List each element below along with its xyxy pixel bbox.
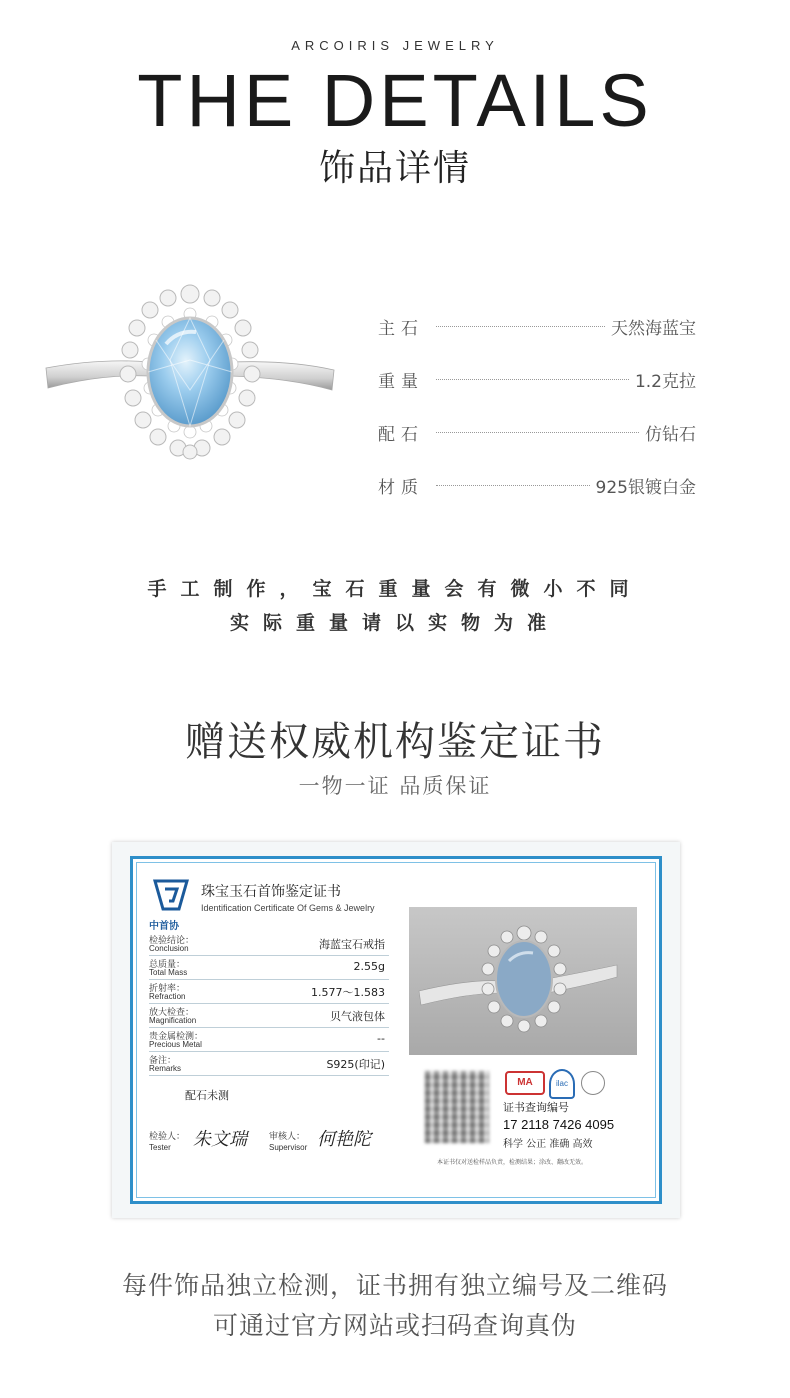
ilac-badge: ilac <box>549 1069 575 1099</box>
certificate-card <box>112 842 680 1218</box>
cert-row-magnification <box>149 1005 389 1028</box>
cert-row-label: 总质量： <box>149 960 186 970</box>
spec-row-side-stone <box>378 406 696 459</box>
spec-key: 重量 <box>378 372 424 392</box>
spec-leader-dots <box>436 485 590 486</box>
cert-row-label: 折射率： <box>149 984 186 994</box>
spec-table <box>378 300 696 512</box>
cert-row-remarks <box>149 1053 389 1076</box>
spec-row-material <box>378 459 696 512</box>
blurred-qr-code <box>425 1071 489 1143</box>
cert-row-total-mass <box>149 957 389 980</box>
spec-value: 925银镀白金 <box>595 478 696 498</box>
cert-row-label: 贵金属检测： <box>149 1032 204 1042</box>
certificate-heading: 珠宝玉石首饰鉴定证书 <box>201 884 341 900</box>
association-logo-icon <box>151 875 191 915</box>
footer-line-2: 可通过官方网站或扫码查询真伪 <box>212 1311 577 1340</box>
cert-row-precious-metal <box>149 1029 389 1052</box>
certificate-query-number: 17 2118 7426 4095 <box>503 1117 615 1132</box>
weight-notice: 实际重量请以实物为准 <box>229 612 560 634</box>
supervisor-label-en: Supervisor <box>269 1143 308 1152</box>
spec-key: 主石 <box>378 319 424 339</box>
cert-row-refraction <box>149 981 389 1004</box>
certificate-ring-photo <box>409 907 637 1055</box>
certificate-fine-print: 本证书仅对送检样品负责，检测结果；涂改、翻改无效。 <box>437 1159 588 1166</box>
cert-row-label-en: Precious Metal <box>149 1040 202 1049</box>
spec-value: 仿钻石 <box>645 425 696 445</box>
cert-row-label: 备注： <box>149 1056 177 1066</box>
spec-key: 材质 <box>378 478 424 498</box>
tester-signature: 朱文瑞 <box>193 1129 247 1150</box>
page-subtitle: 饰品详情 <box>318 148 471 189</box>
handmade-notice: 手工制作，宝石重量会有微小不同 <box>147 578 643 600</box>
spec-leader-dots <box>436 326 605 327</box>
certificate-motto: 科学 公正 准确 高效 <box>503 1139 593 1150</box>
cert-row-value: 1.577～1.583 <box>311 986 385 999</box>
cert-row-label-en: Magnification <box>149 1016 197 1025</box>
footer-line-1: 每件饰品独立检测，证书拥有独立编号及二维码 <box>121 1271 668 1300</box>
spec-value: 天然海蓝宝 <box>611 319 696 339</box>
spec-row-main-stone <box>378 300 696 353</box>
cert-row-value: 贝气液包体 <box>330 1010 385 1023</box>
cert-row-value: 海蓝宝石戒指 <box>319 938 385 951</box>
association-logo-text: 中首协 <box>149 921 179 932</box>
cert-row-value: S925(印记) <box>326 1058 385 1071</box>
supervisor-label: 审核人： <box>269 1132 306 1142</box>
cert-row-label: 放大检查： <box>149 1008 195 1018</box>
certificate-frame <box>130 856 662 1204</box>
cert-row-value: 2.55g <box>353 960 385 973</box>
spec-key: 配石 <box>378 425 424 445</box>
cert-row-label-en: Conclusion <box>149 944 189 953</box>
spec-value: 1.2克拉 <box>634 372 696 392</box>
ring-image <box>40 270 340 490</box>
cert-row-label-en: Total Mass <box>149 968 188 977</box>
cert-row-label-en: Remarks <box>149 1064 182 1073</box>
page-title: THE DETAILS <box>137 59 653 142</box>
cert-row-value: -- <box>377 1032 385 1045</box>
supervisor-signature: 何艳陀 <box>317 1129 371 1150</box>
cert-remark-extra: 配石未测 <box>185 1089 229 1102</box>
spec-leader-dots <box>436 379 629 380</box>
spec-row-weight <box>378 353 696 406</box>
spec-leader-dots <box>436 432 639 433</box>
tester-label: 检验人： <box>149 1132 186 1142</box>
cma-badge: MA <box>505 1071 545 1095</box>
brand-name: ARCOIRIS JEWELRY <box>291 38 499 53</box>
certificate-section-title: 赠送权威机构鉴定证书 <box>185 719 605 765</box>
tester-label-en: Tester <box>149 1143 171 1152</box>
accreditation-seal-icon <box>581 1071 605 1095</box>
certificate-query-label: 证书查询编号 <box>503 1101 569 1114</box>
certificate-section-subtitle: 一物一证 品质保证 <box>298 774 492 798</box>
cert-row-label-en: Refraction <box>149 992 186 1001</box>
certificate-heading-en: Identification Certificate Of Gems & Jewelry <box>201 903 375 913</box>
cert-row-label: 检验结论： <box>149 936 195 946</box>
cert-row-conclusion <box>149 933 389 956</box>
